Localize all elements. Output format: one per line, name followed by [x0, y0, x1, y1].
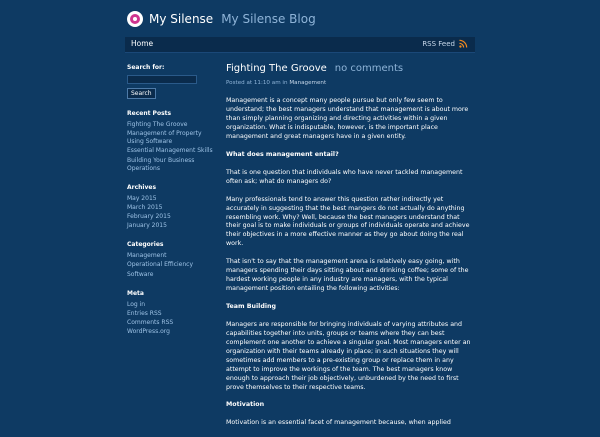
sidebar: [127, 64, 215, 347]
search-button[interactable]: Search: [127, 88, 156, 99]
post-paragraph: Managers are responsible for bringing individuals of varying attributes and capabilities together into units, groups or teams where they can best complement one another to achieve a singular goal. Most managers enter an organization with their teams already in place; in such situations they will sometimes add members to a pre-existing group or replace them in any attempt to improve the workings of the team. The best managers know enough to approach their job objectively, unburdened by the need to first prove themselves to their respective teams.: [226, 320, 471, 391]
archive-link[interactable]: March 2015: [127, 203, 163, 211]
categories-title: Categories: [127, 241, 164, 249]
recent-post-link[interactable]: Essential Management Skills: [127, 147, 213, 155]
category-link[interactable]: Operational Efficiency: [127, 261, 194, 269]
nav-bar: [125, 37, 475, 53]
rss-feed-link[interactable]: [422, 39, 468, 48]
recent-posts-title: Recent Posts: [127, 110, 172, 118]
category-link[interactable]: Software: [127, 270, 154, 278]
post-paragraph: That isn't to say that the management arena is relatively easy going, with managers spending their days sitting about and drinking coffee; some of the hardest working people in any industry are managers, with the typical management position entailing the following activities:: [226, 258, 469, 293]
post-paragraph: That is one question that individuals who have never tackled management often ask; what do managers do?: [226, 168, 463, 185]
archive-link[interactable]: January 2015: [127, 222, 167, 230]
post-meta: [226, 80, 475, 88]
archive-link[interactable]: May 2015: [127, 194, 157, 202]
post-comments-link[interactable]: no comments: [334, 63, 404, 74]
archives-widget: [127, 184, 215, 230]
meta-link[interactable]: WordPress.org: [127, 327, 170, 335]
nav-home-link[interactable]: Home: [131, 39, 154, 48]
rss-icon: [459, 39, 468, 48]
archive-link[interactable]: February 2015: [127, 213, 171, 221]
post-content: [226, 62, 475, 437]
site-title[interactable]: My Silense: [149, 12, 214, 26]
meta-link[interactable]: Entries RSS: [127, 309, 162, 317]
recent-post-link[interactable]: Management of Property Using Software: [127, 130, 202, 146]
post-category-link[interactable]: Management: [289, 80, 327, 87]
site-tagline: My Silense Blog: [221, 12, 316, 26]
rss-feed-label: RSS Feed: [422, 39, 455, 48]
post-title-row: [226, 62, 475, 76]
post-paragraph: Many professionals tend to answer this question rather indirectly yet accurately in suggesting that the best mangers do not actually do anything resembling work. Why? Well, because the best managers understand that their goal is to make individuals or groups of individuals operate and achieve their objectives in a more effective manner as they go about doing the real work.: [226, 195, 470, 248]
post-meta-date: Posted at 11:10 am in: [226, 80, 288, 87]
logo-icon[interactable]: [127, 11, 143, 27]
categories-widget: [127, 241, 215, 278]
category-link[interactable]: Management: [127, 252, 167, 260]
meta-link[interactable]: Comments RSS: [127, 318, 174, 326]
search-widget: [127, 64, 215, 99]
meta-link[interactable]: Log in: [127, 300, 146, 308]
archives-title: Archives: [127, 183, 157, 191]
post-paragraph: Management is a concept many people pursue but only few seem to understand; the best managers understand that management is about more than simply planning organizing and directing activities within a given organization. What is indisputable, however, is the important place management and great managers have in a given entity.: [226, 97, 469, 140]
site-header: [127, 9, 316, 29]
post-subheading: Team Building: [226, 303, 276, 310]
meta-title: Meta: [127, 289, 144, 297]
recent-posts-widget: [127, 110, 215, 173]
recent-post-link[interactable]: Building Your Business Operations: [127, 156, 195, 172]
search-label: Search for:: [127, 64, 165, 71]
post-subheading: What does management entail?: [226, 150, 339, 158]
recent-post-link[interactable]: Fighting The Groove: [127, 121, 188, 129]
post-title[interactable]: Fighting The Groove: [226, 63, 327, 74]
post-subheading: Motivation: [226, 401, 265, 409]
meta-widget: [127, 290, 215, 336]
post-paragraph: Motivation is an essential facet of management because, when applied: [226, 419, 451, 427]
search-input[interactable]: [127, 75, 197, 84]
